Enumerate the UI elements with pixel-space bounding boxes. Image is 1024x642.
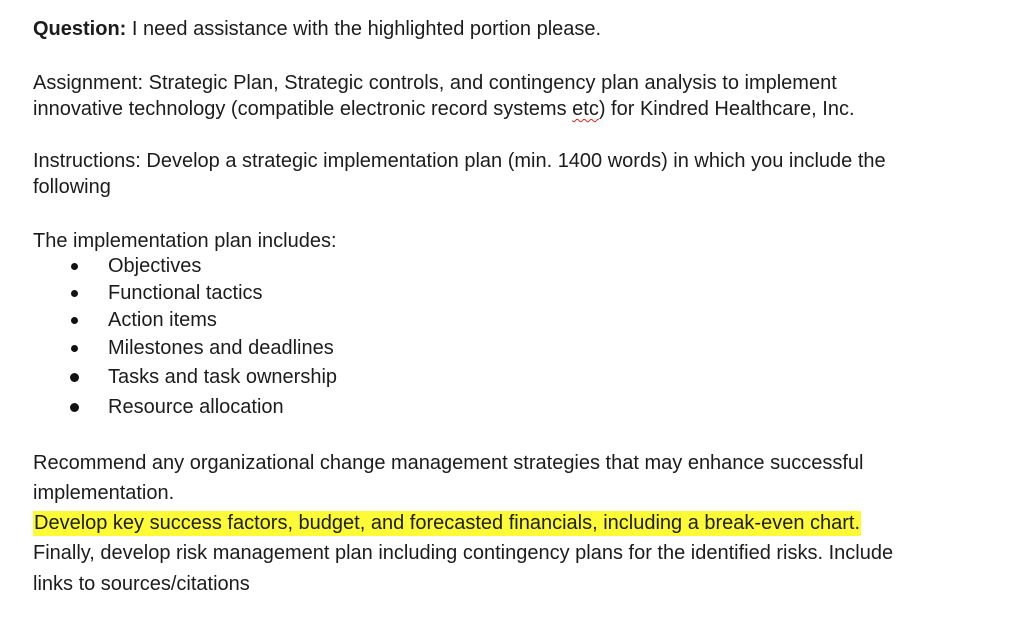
highlighted-text: Develop key success factors, budget, and forecasted financials, including a break-even chart. bbox=[34, 512, 861, 534]
bullet-icon bbox=[70, 373, 79, 382]
highlighted-line bbox=[33, 511, 861, 535]
list-item-text: Milestones and deadlines bbox=[108, 337, 334, 359]
question-line bbox=[33, 17, 601, 41]
bullet-icon bbox=[71, 290, 78, 297]
list-item-text: Action items bbox=[108, 309, 217, 331]
assignment-line-2 bbox=[33, 97, 855, 121]
question-text: I need assistance with the highlighted portion please. bbox=[131, 18, 602, 40]
assignment-line-2-before: innovative technology (compatible electronic record systems bbox=[33, 98, 573, 120]
instructions-line-1: Instructions: Develop a strategic implementation plan (min. 1400 words) in which you include the bbox=[33, 150, 886, 172]
list-item-text: Resource allocation bbox=[108, 396, 284, 418]
closing-line-2: implementation. bbox=[33, 482, 175, 504]
bullet-icon bbox=[71, 317, 78, 324]
question-label: Question: bbox=[33, 18, 127, 40]
implementation-heading: The implementation plan includes: bbox=[33, 230, 337, 252]
assignment-line-2-after: ) for Kindred Healthcare, Inc. bbox=[598, 98, 855, 120]
assignment-line-1: Assignment: Strategic Plan, Strategic controls, and contingency plan analysis to implement bbox=[33, 72, 837, 94]
spellcheck-flagged-word: etc bbox=[572, 98, 599, 120]
bullet-icon bbox=[71, 263, 78, 270]
bullet-icon bbox=[71, 345, 78, 352]
list-item-text: Functional tactics bbox=[108, 282, 263, 304]
instructions-line-2: following bbox=[33, 176, 111, 198]
list-item-text: Tasks and task ownership bbox=[108, 366, 338, 388]
bullet-icon bbox=[70, 403, 79, 412]
closing-line-5: links to sources/citations bbox=[33, 573, 250, 595]
list-item-text: Objectives bbox=[108, 255, 202, 277]
closing-line-4: Finally, develop risk management plan including contingency plans for the identified risks. Include bbox=[33, 542, 894, 564]
closing-line-1: Recommend any organizational change management strategies that may enhance successful bbox=[33, 452, 864, 474]
